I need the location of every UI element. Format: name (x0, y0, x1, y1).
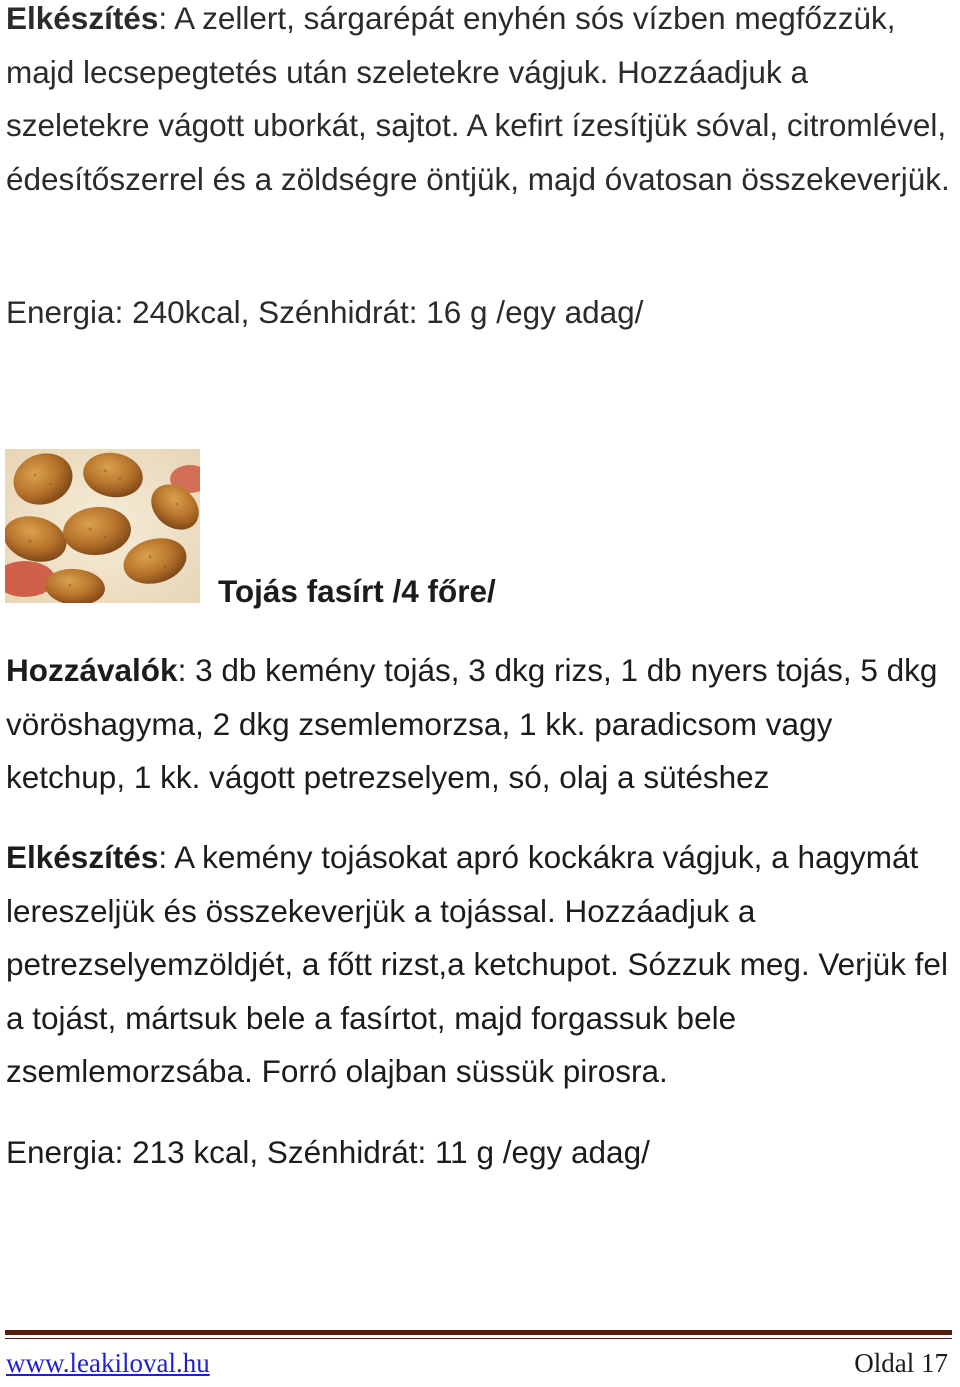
prep-paragraph-2 (6, 831, 951, 1099)
ingredients-label: Hozzávalók (6, 652, 178, 688)
energy-line-2: Energia: 213 kcal, Szénhidrát: 11 g /egy adag/ (6, 1134, 650, 1170)
croquettes-image (5, 449, 200, 603)
prep-label-1: Elkészítés (6, 0, 159, 36)
page-number: Oldal 17 (854, 1348, 948, 1378)
prep-text-2: : A kemény tojásokat apró kockákra vágjuk, a hagymát lereszeljük és összekeverjük a tojással. Hozzáadjuk a petrezselyemzöldjét, a főtt rizst,a ketchupot. Sózzuk meg. Verjük fel a tojást, mártsuk bele a fasírtot, majd forgassuk bele zsemlemorzsába. Forró olajban süssük pirosra. (6, 839, 948, 1089)
footer-rule (5, 1330, 952, 1335)
footer-rule-thin (5, 1338, 952, 1339)
energy-line-1: Energia: 240kcal, Szénhidrát: 16 g /egy adag/ (6, 294, 644, 330)
prep-text-1: : A zellert, sárgarépát enyhén sós vízben megfőzzük, majd lecsepegtetés után szeletekre vágjuk. Hozzáadjuk a szeletekre vágott uborkát, sajtot. A kefirt ízesítjük sóval, citromlével, édesítőszerrel és a zöldségre öntjük, majd óvatosan összekeverjük. (6, 0, 950, 197)
prep-paragraph-1 (6, 0, 951, 206)
recipe-title: Tojás fasírt /4 főre/ (218, 573, 496, 609)
ingredients-text: : 3 db kemény tojás, 3 dkg rizs, 1 db nyers tojás, 5 dkg vöröshagyma, 2 dkg zsemlemorzsa, 1 kk. paradicsom vagy ketchup, 1 kk. vágott petrezselyem, só, olaj a sütéshez (6, 652, 938, 795)
ingredients-paragraph (6, 644, 951, 805)
prep-label-2: Elkészítés (6, 839, 159, 875)
food-photo (5, 449, 200, 603)
website-link[interactable]: www.leakiloval.hu (6, 1348, 210, 1378)
